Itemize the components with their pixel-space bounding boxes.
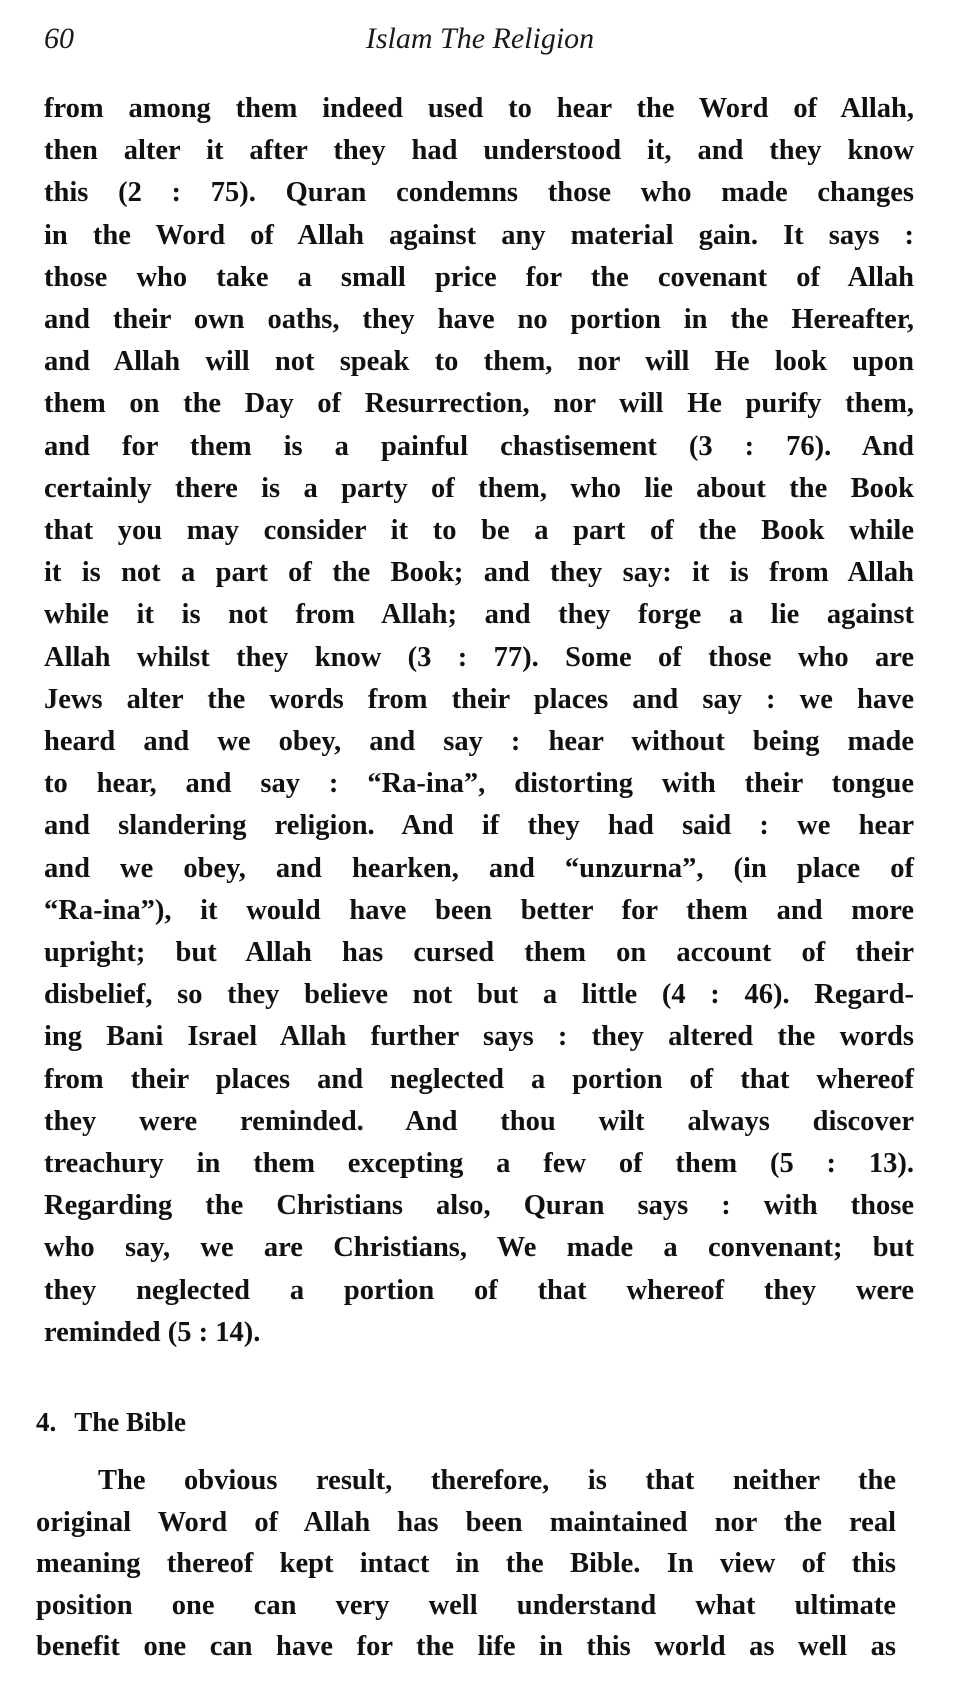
page-number: 60 (44, 22, 74, 55)
text-line: then alter it after they had understood it, and they know (44, 135, 914, 167)
text-line: it is not a part of the Book; and they say: it is from Allah (44, 557, 914, 589)
text-line: from their places and neglected a portion of that whereof (44, 1063, 914, 1095)
text-line: benefit one can have for the life in this world as well as (36, 1631, 896, 1662)
text-line: Allah whilst they know (3 : 77). Some of those who are (44, 641, 914, 673)
text-line: heard and we obey, and say : hear without being made (44, 726, 914, 758)
text-line: those who take a small price for the covenant of Allah (44, 261, 914, 293)
text-line: who say, we are Christians, We made a convenant; but (44, 1232, 914, 1264)
text-line: The obvious result, therefore, is that neither the (98, 1465, 896, 1496)
text-line: and we obey, and hearken, and “unzurna”, (in place of (44, 852, 914, 884)
text-line: and for them is a painful chastisement (3 : 76). And (44, 430, 914, 462)
text-line: this (2 : 75). Quran condemns those who made changes (44, 177, 914, 209)
text-line: and slandering religion. And if they had said : we hear (44, 810, 914, 842)
text-line: disbelief, so they believe not but a little (4 : 46). Regard- (44, 979, 914, 1011)
text-line: Jews alter the words from their places and say : we have (44, 683, 914, 715)
text-line: them on the Day of Resurrection, nor will He purify them, (44, 388, 914, 420)
text-line: ing Bani Israel Allah further says : they altered the words (44, 1021, 914, 1053)
text-line: in the Word of Allah against any material gain. It says : (44, 219, 914, 251)
text-line: to hear, and say : “Ra-ina”, distorting with their tongue (44, 768, 914, 800)
text-line: upright; but Allah has cursed them on account of their (44, 937, 914, 969)
text-line: that you may consider it to be a part of the Book while (44, 515, 914, 547)
text-line: treachury in them excepting a few of them (5 : 13). (44, 1148, 914, 1180)
section-title: The Bible (74, 1407, 187, 1437)
text-line: original Word of Allah has been maintained nor the real (36, 1506, 896, 1538)
text-line: while it is not from Allah; and they forge a lie against (44, 599, 914, 631)
text-line: Regarding the Christians also, Quran says : with those (44, 1190, 914, 1222)
text-line: position one can very well understand what ultimate (36, 1589, 896, 1621)
body-paragraph (44, 88, 914, 1354)
text-line: they were reminded. And thou wilt always discover (44, 1105, 914, 1137)
section-paragraph (36, 1460, 896, 1668)
text-line: and their own oaths, they have no portion in the Hereafter, (44, 304, 914, 336)
text-line: and Allah will not speak to them, nor will He look upon (44, 346, 914, 378)
section-number: 4. (36, 1407, 57, 1437)
text-line: meaning thereof kept intact in the Bible. In view of this (36, 1548, 896, 1579)
text-line: certainly there is a party of them, who lie about the Book (44, 472, 914, 504)
page-header (0, 22, 960, 62)
section-heading (36, 1407, 204, 1438)
text-line: reminded (5 : 14). (44, 1316, 261, 1348)
text-line: “Ra-ina”), it would have been better for them and more (44, 894, 914, 926)
text-line: they neglected a portion of that whereof they were (44, 1274, 914, 1306)
running-title: Islam The Religion (365, 22, 595, 55)
text-line: from among them indeed used to hear the Word of Allah, (44, 93, 914, 124)
